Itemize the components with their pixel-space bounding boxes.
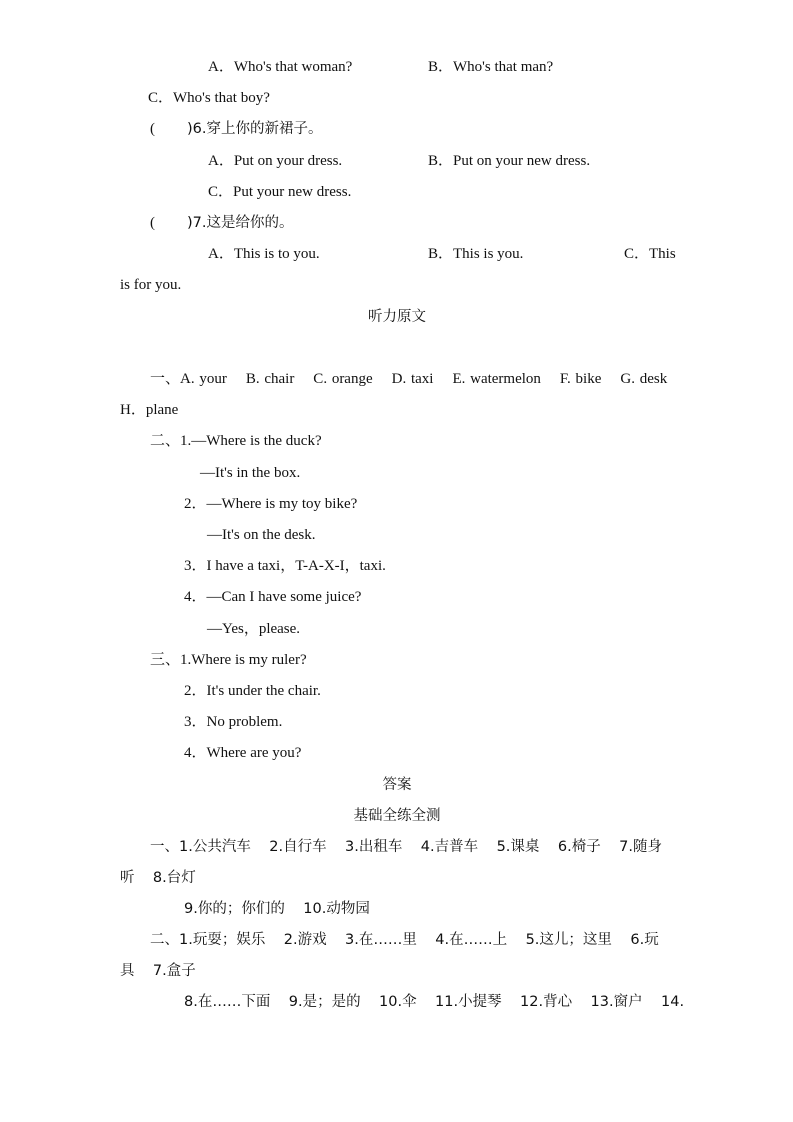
- q7-bracket: (: [150, 215, 155, 231]
- q7-option-c-end: is for you.: [120, 277, 182, 293]
- q6-stem: )6.穿上你的新裙子。: [187, 121, 323, 137]
- q7-option-b: B．This is you.: [428, 246, 524, 262]
- q5-option-b: B．Who's that man?: [428, 59, 554, 75]
- q5-option-c: C．Who's that boy?: [148, 90, 270, 106]
- listening-part2-item: —It's on the desk.: [207, 527, 316, 543]
- answers-part1-line2: 听 8.台灯: [120, 870, 196, 886]
- q6-option-c: C．Put your new dress.: [208, 184, 352, 200]
- answers-part1-line1: 一、1.公共汽车 2.自行车 3.出租车 4.吉普车 5.课桌 6.椅子 7.随身: [150, 839, 662, 855]
- answers-part2-line1: 二、1.玩耍；娱乐 2.游戏 3.在……里 4.在……上 5.这儿；这里 6.玩: [150, 932, 659, 948]
- answers-subtitle: 基础全练全测: [353, 808, 441, 824]
- listening-part2-item: —It's in the box.: [200, 465, 301, 481]
- listening-part2-item: 3．I have a taxi，T-A-X-I，taxi.: [184, 558, 386, 574]
- listening-part3-item: 3．No problem.: [184, 714, 283, 730]
- q7-option-a: A．This is to you.: [208, 246, 320, 262]
- listening-part2-item: 二、1.—Where is the duck?: [150, 433, 322, 449]
- q6-bracket: (: [150, 121, 155, 137]
- answers-title: 答案: [382, 777, 412, 793]
- q6-option-a: A．Put on your dress.: [208, 153, 343, 169]
- listening-part3-item: 4．Where are you?: [184, 745, 302, 761]
- answers-part2-line3: 8.在……下面 9.是；是的 10.伞 11.小提琴 12.背心 13.窗户 14.: [184, 994, 685, 1010]
- q7-option-c-start: C．This: [624, 246, 676, 262]
- q5-option-a: A．Who's that woman?: [208, 59, 353, 75]
- listening-part2-item: 4．—Can I have some juice?: [184, 589, 362, 605]
- listening-script-title: 听力原文: [368, 309, 426, 325]
- listening-part1-line2: H．plane: [120, 402, 179, 418]
- q7-stem: )7.这是给你的。: [187, 215, 294, 231]
- answers-part2-line2: 具 7.盒子: [120, 963, 196, 979]
- listening-part3-item: 2．It's under the chair.: [184, 683, 321, 699]
- answers-part1-line3: 9.你的；你们的 10.动物园: [184, 901, 370, 917]
- listening-part2-item: 2．—Where is my toy bike?: [184, 496, 358, 512]
- listening-part2-item: —Yes，please.: [207, 621, 301, 637]
- listening-part1-line1: 一、A. your B. chair C. orange D. taxi E. watermelon F. bike G. desk: [150, 371, 668, 387]
- q6-option-b: B．Put on your new dress.: [428, 153, 591, 169]
- listening-part3-item: 三、1.Where is my ruler?: [150, 652, 307, 668]
